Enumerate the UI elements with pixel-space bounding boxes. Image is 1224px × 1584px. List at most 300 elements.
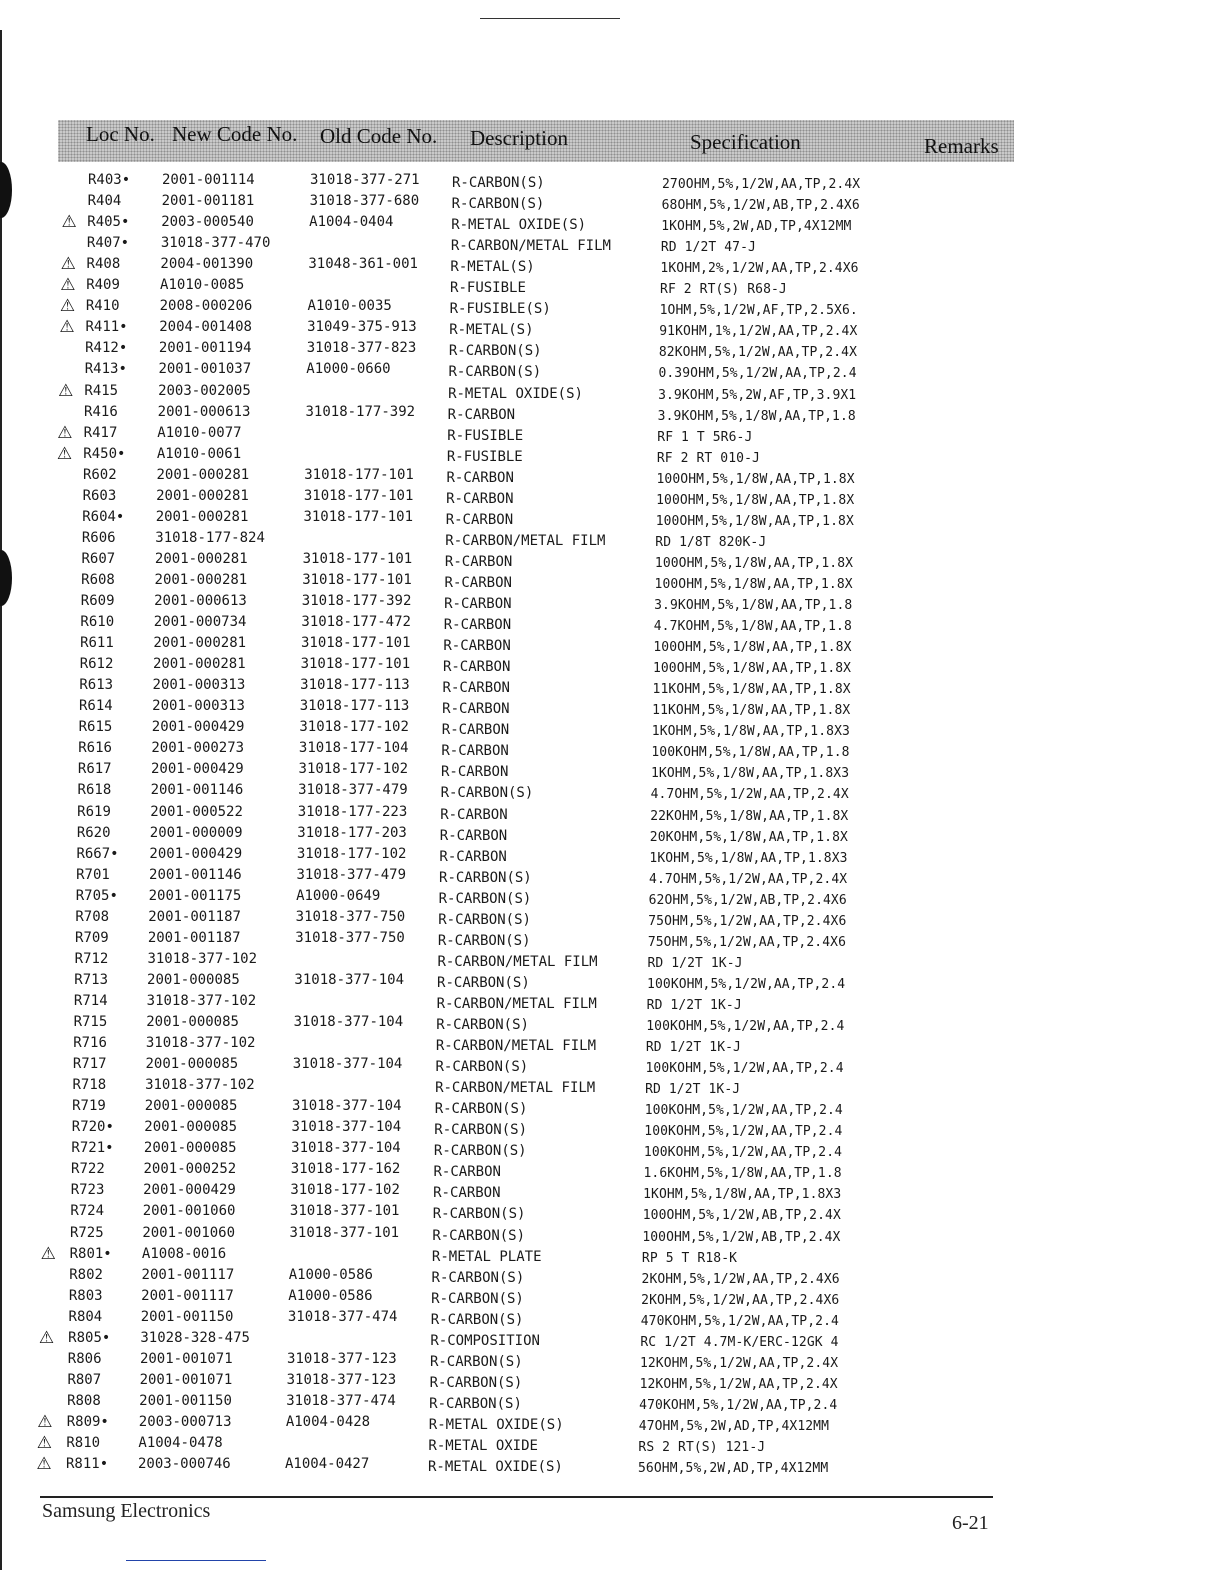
cell-new: 2001-000281	[156, 487, 249, 504]
cell-desc: R-CARBON(S)	[439, 869, 532, 886]
cell-new: 2001-001071	[139, 1371, 233, 1388]
cell-spec: 100KOHM,5%,1/2W,AA,TP,2.4	[645, 1061, 844, 1077]
cell-desc: R-CARBON(S)	[431, 1290, 524, 1307]
cell-spec: 12KOHM,5%,1/2W,AA,TP,2.4X	[639, 1376, 838, 1392]
cell-new: 2001-001071	[139, 1350, 233, 1367]
cell-desc: R-METAL OXIDE(S)	[428, 1416, 564, 1433]
table-row	[0, 1307, 1224, 1328]
cell-loc: R614	[78, 698, 113, 715]
cell-old: 31018-177-472	[301, 614, 411, 631]
cell-loc: R412•	[85, 340, 128, 357]
cell-desc: R-CARBON(S)	[448, 364, 542, 381]
cell-desc: R-CARBON	[439, 827, 508, 844]
cell-spec: 100OHM,5%,1/8W,AA,TP,1.8X	[656, 492, 855, 508]
cell-spec: 3.9KOHM,5%,2W,AF,TP,3.9X1	[658, 387, 857, 403]
cell-loc: R408	[86, 256, 121, 273]
cell-old: 31018-377-104	[291, 1140, 401, 1157]
cell-new: 2001-000429	[143, 1182, 236, 1199]
table-row	[0, 654, 1224, 675]
cell-loc: R606	[81, 529, 116, 546]
cell-loc: R808	[67, 1392, 101, 1409]
cell-new: 2001-000085	[147, 971, 240, 988]
cell-desc: R-CARBON	[446, 469, 514, 486]
table-row	[0, 423, 1224, 444]
cell-desc: R-CARBON(S)	[451, 196, 545, 213]
cell-loc: R723	[70, 1182, 105, 1199]
warning-triangle-icon: ⚠	[60, 275, 76, 296]
table-row	[0, 381, 1224, 402]
cell-spec: RD 1/8T 820K-J	[655, 534, 767, 550]
cell-loc: R612	[79, 656, 114, 673]
cell-desc: R-CARBON	[442, 701, 510, 718]
cell-desc: R-CARBON	[441, 722, 510, 739]
warning-triangle-icon: ⚠	[59, 317, 75, 338]
cell-loc: R701	[76, 866, 110, 883]
cell-spec: 100KOHM,5%,1/8W,AA,TP,1.8	[651, 745, 850, 761]
warning-triangle-icon: ⚠	[58, 380, 74, 401]
warning-triangle-icon: ⚠	[36, 1454, 52, 1475]
cell-desc: R-METAL OXIDE(S)	[451, 217, 587, 234]
cell-desc: R-CARBON(S)	[432, 1206, 526, 1223]
cell-loc: R715	[73, 1014, 108, 1030]
cell-old: 31018-177-101	[300, 635, 411, 652]
cell-desc: R-CARBON(S)	[437, 974, 530, 991]
table-row	[0, 1391, 1224, 1412]
cell-desc: R-CARBON(S)	[429, 1395, 522, 1412]
table-row	[0, 865, 1224, 886]
cell-old: 31018-377-104	[294, 971, 404, 988]
cell-spec: 100KOHM,5%,1/2W,AA,TP,2.4	[646, 1019, 845, 1034]
cell-new: 2001-000281	[154, 550, 248, 567]
cell-desc: R-CARBON(S)	[452, 175, 545, 191]
cell-loc: R618	[77, 782, 112, 799]
cell-desc: R-CARBON(S)	[433, 1143, 527, 1160]
cell-spec: RF 2 RT(S) R68-J	[660, 282, 787, 298]
cell-loc: R725	[69, 1224, 104, 1241]
cell-old: 31018-377-123	[286, 1371, 397, 1388]
cell-new: 2001-001037	[158, 361, 252, 378]
cell-new: 2008-000206	[159, 298, 253, 315]
cell-old: 31018-377-680	[309, 193, 420, 210]
cell-desc: R-CARBON(S)	[438, 890, 532, 907]
cell-old: 31018-177-102	[299, 719, 409, 736]
cell-new: 31018-377-102	[146, 992, 257, 1009]
cell-desc: R-CARBON(S)	[435, 1059, 529, 1076]
cell-new: 2001-001146	[149, 866, 242, 883]
cell-old: 31018-177-392	[301, 593, 412, 609]
table-row	[0, 507, 1224, 528]
cell-new: 2001-000009	[149, 824, 243, 841]
cell-new: 2001-000522	[150, 803, 243, 820]
cell-desc: R-CARBON	[444, 553, 513, 570]
cell-desc: R-CARBON(S)	[431, 1269, 525, 1286]
cell-desc: R-CARBON	[447, 406, 516, 423]
cell-loc: R409	[86, 277, 120, 294]
cell-desc: R-CARBON	[443, 617, 512, 634]
cell-spec: 12KOHM,5%,1/2W,AA,TP,2.4X	[639, 1355, 839, 1371]
table-row	[0, 633, 1224, 654]
header-remarks: Remarks	[924, 134, 999, 158]
cell-desc: R-METAL OXIDE(S)	[448, 385, 583, 402]
cell-old: 31018-377-104	[292, 1056, 403, 1073]
cell-loc: R616	[78, 740, 112, 757]
cell-loc: R602	[82, 466, 117, 483]
cell-loc: R417	[83, 424, 118, 441]
cell-old: 31018-177-101	[302, 571, 412, 588]
table-row	[0, 296, 1224, 317]
cell-desc: R-CARBON	[443, 638, 511, 655]
cell-loc: R716	[73, 1035, 107, 1052]
cell-old: 31018-377-104	[291, 1098, 402, 1115]
cell-desc: R-CARBON(S)	[430, 1311, 524, 1328]
cell-loc: R404	[87, 193, 122, 210]
cell-old: 31018-177-102	[296, 845, 407, 862]
cell-spec: 20KOHM,5%,1/8W,AA,TP,1.8X	[649, 829, 848, 845]
cell-loc: R416	[84, 403, 118, 420]
cell-spec: 1KOHM,5%,1/8W,AA,TP,1.8X3	[650, 766, 850, 782]
cell-old: 31018-177-113	[299, 698, 410, 715]
cell-old: 31018-177-104	[298, 740, 409, 757]
table-row	[0, 717, 1224, 738]
cell-loc: R667•	[76, 845, 119, 862]
cell-spec: RF 1 T 5R6-J	[657, 429, 753, 445]
table-row	[0, 359, 1224, 380]
table-row	[0, 991, 1224, 1012]
cell-desc: R-CARBON	[433, 1164, 501, 1181]
table-row	[0, 907, 1224, 928]
table-row	[0, 1412, 1224, 1433]
cell-spec: 100OHM,5%,1/8W,AA,TP,1.8X	[652, 661, 852, 677]
warning-triangle-icon: ⚠	[56, 443, 73, 464]
cell-spec: 100OHM,5%,1/8W,AA,TP,1.8X	[654, 576, 853, 592]
cell-spec: RF 2 RT 010-J	[656, 450, 760, 466]
cell-old: 31018-177-101	[304, 466, 414, 483]
table-row	[0, 970, 1224, 991]
header-old-code-no: Old Code No.	[320, 124, 438, 148]
cell-new: A1010-0085	[160, 277, 245, 294]
cell-desc: R-CARBON(S)	[448, 343, 542, 360]
page-number: 6-21	[952, 1512, 989, 1534]
table-row	[0, 591, 1224, 612]
cell-desc: R-CARBON	[433, 1185, 501, 1202]
cell-old: 31018-177-113	[300, 677, 410, 694]
cell-spec: 91KOHM,1%,1/2W,AA,TP,2.4X	[659, 324, 858, 340]
cell-new: 2001-001117	[141, 1266, 235, 1283]
cell-loc: R609	[80, 593, 115, 609]
cell-spec: 56OHM,5%,2W,AD,TP,4X12MM	[638, 1461, 829, 1477]
table-row	[0, 1244, 1224, 1265]
cell-new: 2001-000085	[143, 1140, 237, 1157]
cell-spec: 62OHM,5%,1/2W,AB,TP,2.4X6	[648, 892, 847, 908]
cell-desc: R-CARBON(S)	[436, 1017, 529, 1033]
cell-new: 2001-000273	[151, 740, 245, 757]
cell-loc: R809•	[66, 1413, 109, 1430]
cell-old: 31018-377-123	[287, 1350, 397, 1367]
cell-loc: R719	[72, 1098, 106, 1115]
cell-spec: 1KOHM,5%,1/8W,AA,TP,1.8X3	[643, 1187, 842, 1203]
cell-loc: R407•	[86, 235, 130, 252]
table-row	[0, 1201, 1224, 1222]
cell-new: 2001-000429	[150, 761, 244, 778]
cell-spec: 4.7OHM,5%,1/2W,AA,TP,2.4X	[650, 787, 849, 803]
cell-old: 31018-177-223	[297, 803, 408, 820]
cell-desc: R-CARBON/METAL FILM	[450, 238, 611, 255]
cell-old: A1000-0660	[306, 361, 391, 378]
cell-desc: R-METAL(S)	[450, 259, 535, 276]
cell-spec: 1OHM,5%,1/2W,AF,TP,2.5X6.	[659, 303, 858, 319]
cell-spec: 1KOHM,5%,2W,AD,TP,4X12MM	[661, 219, 852, 235]
cell-spec: 100OHM,5%,1/8W,AA,TP,1.8X	[653, 640, 852, 656]
cell-desc: R-CARBON(S)	[432, 1227, 526, 1244]
cell-spec: 100OHM,5%,1/2W,AB,TP,2.4X	[642, 1208, 841, 1224]
table-row	[0, 1433, 1224, 1454]
cell-desc: R-CARBON(S)	[437, 932, 531, 949]
cell-spec: RC 1/2T 4.7M-K/ERC-12GK 4	[640, 1334, 839, 1350]
cell-new: 2001-001114	[162, 172, 255, 188]
cell-old: A1000-0649	[296, 887, 381, 904]
table-row	[0, 570, 1224, 591]
cell-new: 2004-001408	[159, 319, 252, 336]
cell-loc: R807	[67, 1371, 102, 1388]
table-row	[0, 1265, 1224, 1286]
cell-spec: 100OHM,5%,1/2W,AB,TP,2.4X	[642, 1229, 841, 1245]
cell-loc: R607	[81, 550, 116, 567]
cell-desc: R-CARBON/METAL FILM	[435, 1080, 596, 1097]
cell-loc: R611	[80, 635, 114, 652]
cell-desc: R-CARBON/METAL FILM	[436, 995, 597, 1012]
cell-loc: R804	[68, 1308, 103, 1325]
cell-old: 31018-377-101	[289, 1224, 400, 1241]
cell-desc: R-CARBON	[441, 743, 509, 760]
cell-loc: R608	[81, 571, 115, 588]
header-new-code-no: New Code No.	[172, 122, 298, 146]
table-row	[0, 823, 1224, 844]
warning-triangle-icon: ⚠	[40, 1243, 56, 1264]
cell-spec: 4.7KOHM,5%,1/8W,AA,TP,1.8	[653, 619, 852, 635]
cell-old: A1000-0586	[288, 1266, 373, 1283]
cell-desc: R-CARBON(S)	[434, 1101, 528, 1118]
cell-spec: 47OHM,5%,2W,AD,TP,4X12MM	[638, 1418, 830, 1434]
cell-new: 2003-002005	[158, 382, 251, 399]
cell-spec: 100KOHM,5%,1/2W,AA,TP,2.4	[644, 1124, 843, 1140]
cell-desc: R-CARBON	[440, 806, 508, 823]
cell-old: 31018-377-104	[291, 1119, 402, 1136]
table-row	[0, 1033, 1224, 1054]
cell-desc: R-METAL PLATE	[431, 1248, 542, 1265]
cell-spec: RD 1/2T 1K-J	[646, 997, 742, 1013]
cell-new: 2001-000085	[144, 1119, 237, 1136]
cell-loc: R712	[74, 950, 109, 967]
table-row	[0, 1138, 1224, 1159]
table-row	[0, 1223, 1224, 1244]
table-row	[0, 528, 1224, 549]
header-loc-no: Loc No.	[86, 122, 155, 146]
cell-loc: R613	[79, 677, 114, 694]
cell-old: 31018-177-102	[298, 761, 409, 778]
cell-loc: R709	[75, 929, 109, 946]
table-row	[0, 1180, 1224, 1201]
cell-loc: R724	[70, 1203, 105, 1220]
table-row	[0, 233, 1224, 254]
top-rule	[480, 18, 620, 19]
cell-old: 31018-377-474	[287, 1308, 398, 1325]
table-row	[0, 338, 1224, 359]
cell-spec: 3.9KOHM,5%,1/8W,AA,TP,1.8	[654, 598, 853, 613]
cell-desc: R-CARBON(S)	[429, 1353, 523, 1370]
cell-loc: R721•	[71, 1140, 114, 1157]
cell-desc: R-FUSIBLE	[446, 448, 523, 465]
cell-new: 2001-000313	[152, 677, 246, 694]
warning-triangle-icon: ⚠	[61, 212, 77, 233]
table-row	[0, 444, 1224, 465]
cell-new: 31018-177-824	[155, 529, 265, 546]
table-row	[0, 254, 1224, 275]
table-row	[0, 317, 1224, 338]
table-row	[0, 1117, 1224, 1138]
cell-spec: 3.9KOHM,5%,1/8W,AA,TP,1.8	[657, 408, 856, 424]
cell-spec: 470KOHM,5%,1/2W,AA,TP,2.4	[639, 1397, 838, 1413]
cell-spec: 100KOHM,5%,1/2W,AA,TP,2.4	[643, 1145, 843, 1161]
table-header	[58, 120, 1014, 162]
cell-loc: R713	[74, 971, 108, 988]
cell-desc: R-CARBON	[444, 596, 512, 612]
footer-rule	[40, 1496, 993, 1498]
cell-desc: R-CARBON/METAL FILM	[437, 953, 598, 970]
table-row	[0, 759, 1224, 780]
cell-spec: 100OHM,5%,1/8W,AA,TP,1.8X	[655, 513, 854, 529]
table-row	[0, 928, 1224, 949]
cell-old: 31049-375-913	[307, 319, 417, 336]
table-row	[0, 1328, 1224, 1349]
cell-spec: 100KOHM,5%,1/2W,AA,TP,2.4	[644, 1103, 843, 1119]
cell-desc: R-CARBON	[444, 574, 512, 591]
cell-spec: 1KOHM,5%,1/8W,AA,TP,1.8X3	[651, 724, 850, 740]
table-row	[0, 1454, 1224, 1475]
cell-loc: R405•	[87, 214, 130, 231]
cell-new: 2001-001194	[158, 340, 252, 357]
cell-new: 2001-000429	[151, 719, 245, 736]
table-row	[0, 886, 1224, 907]
cell-new: 2001-001146	[150, 782, 244, 799]
table-row	[0, 844, 1224, 865]
cell-new: 31018-377-102	[145, 1035, 256, 1052]
cell-old: 31018-377-479	[296, 866, 407, 883]
cell-new: 2001-000252	[143, 1161, 237, 1178]
table-row	[0, 780, 1224, 801]
cell-old: 31018-177-101	[303, 487, 414, 504]
cell-new: 31018-377-470	[160, 235, 271, 252]
cell-new: 2001-000281	[154, 571, 248, 588]
cell-spec: 11KOHM,5%,1/8W,AA,TP,1.8X	[652, 703, 851, 719]
cell-spec: 100OHM,5%,1/8W,AA,TP,1.8X	[654, 555, 854, 571]
cell-desc: R-METAL(S)	[449, 322, 534, 339]
cell-spec: RD 1/2T 1K-J	[647, 955, 743, 971]
cell-loc: R811•	[66, 1456, 109, 1473]
cell-loc: R802	[69, 1266, 103, 1283]
cell-old: 31018-377-750	[295, 929, 405, 946]
warning-triangle-icon: ⚠	[38, 1327, 55, 1348]
cell-loc: R610	[80, 614, 115, 631]
cell-old: 31048-361-001	[308, 256, 418, 273]
cell-new: 2003-000540	[161, 214, 254, 231]
table-row	[0, 1370, 1224, 1391]
cell-spec: RD 1/2T 1K-J	[645, 1040, 741, 1056]
cell-loc: R617	[77, 761, 112, 778]
cell-loc: R805•	[68, 1329, 111, 1346]
cell-loc: R717	[72, 1056, 107, 1073]
cell-loc: R708	[75, 908, 110, 925]
cell-new: 2001-000281	[152, 656, 246, 673]
cell-loc: R450•	[83, 445, 126, 462]
cell-loc: R603	[82, 487, 117, 504]
cell-loc: R413•	[84, 361, 127, 378]
cell-spec: 0.39OHM,5%,1/2W,AA,TP,2.4	[658, 366, 857, 382]
table-row	[0, 1159, 1224, 1180]
cell-new: 31018-377-102	[145, 1077, 255, 1094]
warning-triangle-icon: ⚠	[36, 1433, 53, 1453]
cell-new: A1008-0016	[141, 1245, 227, 1262]
cell-loc: R810	[66, 1435, 101, 1451]
cell-new: 2001-001150	[139, 1392, 232, 1409]
cell-new: 31018-377-102	[147, 950, 258, 967]
cell-desc: R-CARBON	[442, 680, 510, 697]
table-row	[0, 402, 1224, 423]
cell-old: 31018-377-750	[295, 908, 406, 925]
cell-new: 2001-000313	[152, 698, 245, 715]
cell-desc: R-CARBON(S)	[438, 911, 531, 928]
cell-old: A1000-0586	[288, 1287, 373, 1304]
cell-new: 31028-328-475	[140, 1329, 250, 1346]
table-row	[0, 696, 1224, 717]
footer-company: Samsung Electronics	[42, 1500, 211, 1522]
cell-desc: R-CARBON/METAL FILM	[435, 1038, 597, 1055]
cell-old: 31018-377-823	[306, 340, 417, 357]
cell-loc: R803	[68, 1287, 103, 1304]
cell-old: 31018-177-101	[302, 550, 413, 567]
cell-spec: RS 2 RT(S) 121-J	[638, 1440, 766, 1455]
cell-loc: R615	[78, 719, 113, 736]
cell-spec: 100KOHM,5%,1/2W,AA,TP,2.4	[647, 976, 846, 992]
cell-desc: R-CARBON	[440, 764, 509, 781]
cell-desc: R-FUSIBLE	[447, 427, 524, 444]
cell-desc: R-METAL OXIDE(S)	[428, 1459, 563, 1476]
cell-spec: RD 1/2T 47-J	[660, 240, 756, 256]
cell-desc: R-CARBON	[442, 659, 511, 676]
cell-spec: 270OHM,5%,1/2W,AA,TP,2.4X	[662, 177, 861, 192]
cell-loc: R403•	[88, 172, 131, 188]
warning-triangle-icon: ⚠	[60, 254, 76, 275]
cell-spec: 470KOHM,5%,1/2W,AA,TP,2.4	[640, 1313, 839, 1329]
cell-new: 2001-001187	[148, 908, 241, 925]
cell-loc: R604•	[82, 508, 125, 525]
header-description: Description	[470, 126, 568, 150]
table-row	[0, 1349, 1224, 1370]
cell-old: A1004-0404	[309, 214, 394, 231]
table-row	[0, 549, 1224, 570]
cell-new: 2003-000713	[138, 1413, 232, 1430]
cell-new: 2001-000429	[149, 845, 243, 862]
cell-spec: 11KOHM,5%,1/8W,AA,TP,1.8X	[652, 682, 851, 698]
table-row	[0, 191, 1224, 212]
cell-old: 31018-177-101	[300, 656, 411, 673]
cell-spec: 2KOHM,5%,1/2W,AA,TP,2.4X6	[641, 1292, 840, 1308]
cell-spec: 1KOHM,2%,1/2W,AA,TP,2.4X6	[660, 261, 859, 277]
table-row	[0, 949, 1224, 970]
cell-new: A1004-0478	[138, 1435, 223, 1451]
cell-spec: RP 5 T R18-K	[641, 1250, 738, 1266]
cell-desc: R-CARBON	[446, 490, 514, 507]
cell-spec: 75OHM,5%,1/2W,AA,TP,2.4X6	[648, 913, 847, 929]
